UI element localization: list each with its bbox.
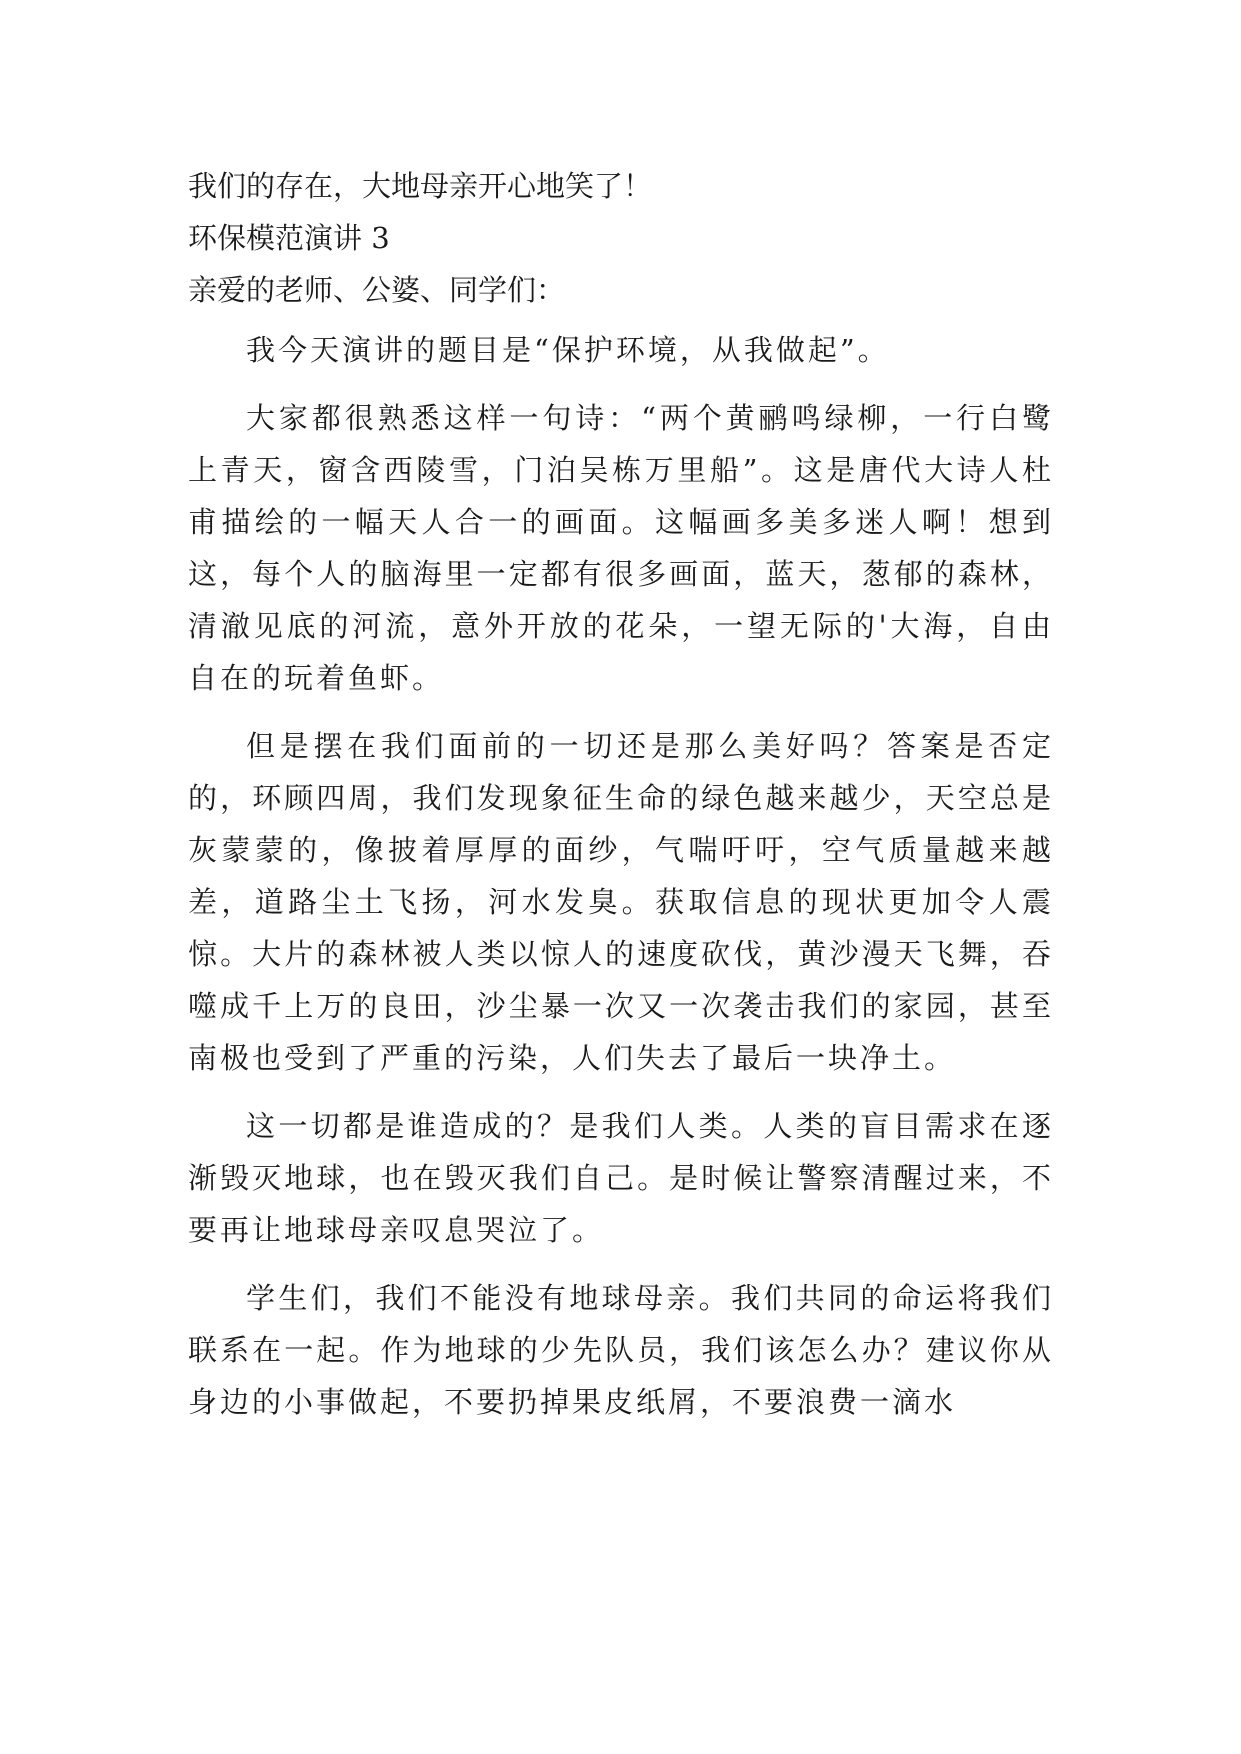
- paragraph-poem: 大家都很熟悉这样一句诗：“两个黄鹂鸣绿柳，一行白鹭上青天，窗含西陵雪，门泊吴栋万里船”。这是唐代大诗人杜甫描绘的一幅天人合一的画面。这幅画多美多迷人啊！想到这，每个人的脑海里一定都有很多画面，蓝天，葱郁的森林，清澈见底的河流，意外开放的花朵，一望无际的'大海，自由自在的玩着鱼虾。: [188, 401, 1054, 695]
- paragraph-call-to-action: 学生们，我们不能没有地球母亲。我们共同的命运将我们联系在一起。作为地球的少先队员，我们该怎么办？建议你从身边的小事做起，不要扔掉果皮纸屑，不要浪费一滴水: [188, 1281, 1054, 1419]
- continuation-line: 我们的存在，大地母亲开心地笑了！: [188, 169, 653, 203]
- speech-heading: 环保模范演讲 3: [188, 221, 390, 255]
- paragraph-topic: 我今天演讲的题目是“保护环境，从我做起”。: [246, 333, 890, 367]
- salutation: 亲爱的老师、公婆、同学们：: [188, 273, 566, 307]
- document-body: [188, 160, 1054, 1428]
- paragraph-cause: 这一切都是谁造成的？是我们人类。人类的盲目需求在逐渐毁灭地球，也在毁灭我们自己。是时候让警察清醒过来，不要再让地球母亲叹息哭泣了。: [188, 1109, 1054, 1247]
- paragraph-current-state: 但是摆在我们面前的一切还是那么美好吗？答案是否定的，环顾四周，我们发现象征生命的绿色越来越少，天空总是灰蒙蒙的，像披着厚厚的面纱，气喘吁吁，空气质量越来越差，道路尘土飞扬，河水发臭。获取信息的现状更加令人震惊。大片的森林被人类以惊人的速度砍伐，黄沙漫天飞舞，吞噬成千上万的良田，沙尘暴一次又一次袭击我们的家园，甚至南极也受到了严重的污染，人们失去了最后一块净土。: [188, 729, 1054, 1075]
